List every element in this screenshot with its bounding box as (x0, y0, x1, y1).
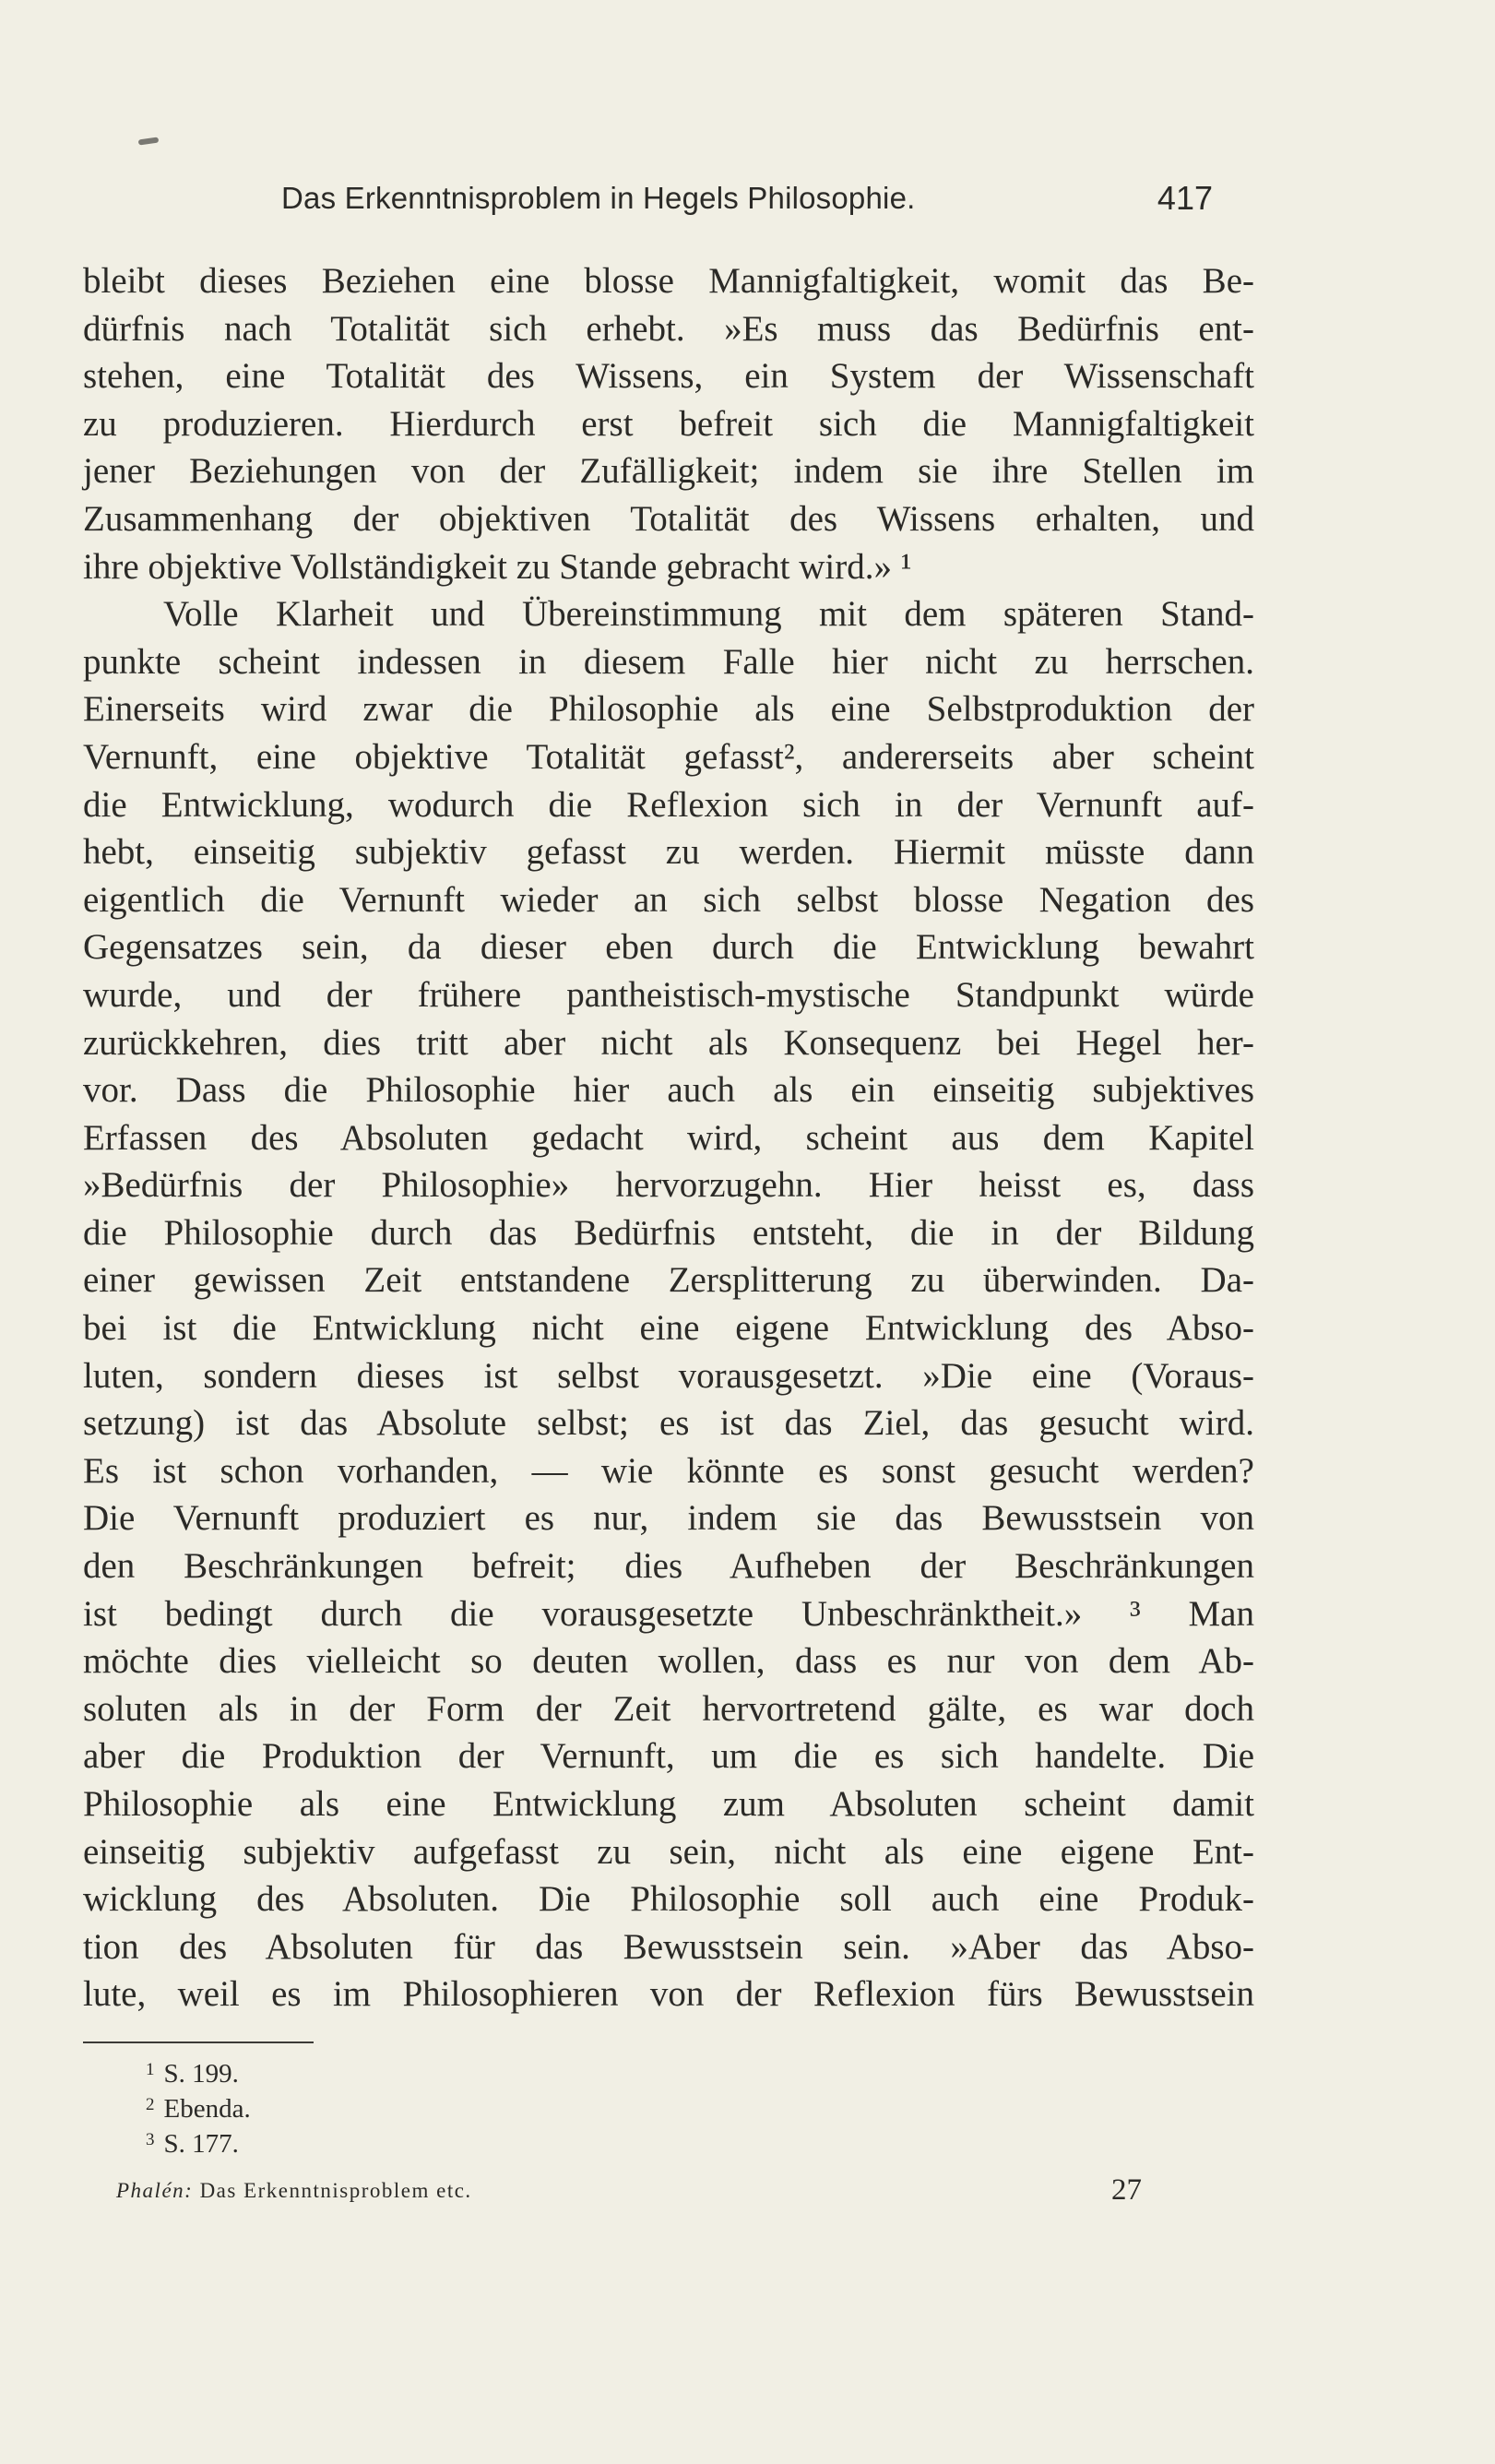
body-text (83, 257, 1254, 2018)
text-line: bleibt dieses Beziehen eine blosse Mannigfaltigkeit, womit das Be- (83, 261, 1254, 301)
text-line: Philosophie als eine Entwicklung zum Absoluten scheint damit (83, 1784, 1254, 1824)
text-line: setzung) ist das Absolute selbst; es ist das Ziel, das gesucht wird. (83, 1403, 1254, 1444)
page-number: 417 (1157, 179, 1213, 217)
footnote (146, 2123, 699, 2158)
running-head (281, 175, 1213, 221)
running-head-title: Das Erkenntnisproblem in Hegels Philosophie. (281, 181, 916, 215)
text-line: einseitig subjektiv aufgefasst zu sein, nicht als eine eigene Ent- (83, 1831, 1254, 1872)
footnote-mark: 2 (146, 2095, 155, 2114)
footnote-mark: 1 (146, 2060, 155, 2079)
text-line: wicklung des Absoluten. Die Philosophie soll auch eine Produk- (83, 1879, 1254, 1920)
text-line: die Philosophie durch das Bedürfnis entsteht, die in der Bildung (83, 1212, 1254, 1253)
text-line: dürfnis nach Totalität sich erhebt. »Es muss das Bedürfnis ent- (83, 308, 1254, 349)
footnote (146, 2088, 699, 2123)
text-line: einer gewissen Zeit entstandene Zersplitterung zu überwinden. Da- (83, 1260, 1254, 1301)
text-line: den Beschränkungen befreit; dies Aufheben der Beschränkungen (83, 1546, 1254, 1587)
text-line: Zusammenhang der objektiven Totalität des Wissens erhalten, und (83, 498, 1254, 539)
text-line: ist bedingt durch die vorausgesetzte Unbeschränktheit.» ³ Man (83, 1593, 1254, 1634)
text-line: zurückkehren, dies tritt aber nicht als Konsequenz bei Hegel her- (83, 1022, 1254, 1063)
footnotes (146, 2053, 699, 2158)
text-line: »Bedürfnis der Philosophie» hervorzugehn. Hier heisst es, dass (83, 1165, 1254, 1206)
text-line: punkte scheint indessen in diesem Falle hier nicht zu herrschen. (83, 641, 1254, 682)
text-line: bei ist die Entwicklung nicht eine eigene Entwicklung des Abso- (83, 1308, 1254, 1349)
text-line: aber die Produktion der Vernunft, um die es sich handelte. Die (83, 1736, 1254, 1777)
ink-mark (138, 137, 160, 145)
sheet-number: 27 (1111, 2173, 1142, 2207)
footnote-rule (83, 2041, 314, 2043)
text-line: Die Vernunft produziert es nur, indem sie das Bewusstsein von (83, 1498, 1254, 1539)
signature-author: Phalén: (116, 2179, 194, 2202)
text-line: Vernunft, eine objektive Totalität gefasst², andererseits aber scheint (83, 736, 1254, 777)
text-line: Erfassen des Absoluten gedacht wird, scheint aus dem Kapitel (83, 1117, 1254, 1158)
footnote-mark: 3 (146, 2130, 155, 2149)
footnote-text: Ebenda. (163, 2094, 251, 2124)
text-line: Einerseits wird zwar die Philosophie als eine Selbstproduktion der (83, 689, 1254, 730)
text-line: vor. Dass die Philosophie hier auch als ein einseitig subjektives (83, 1070, 1254, 1111)
text-line: ihre objektive Vollständigkeit zu Stande gebracht wird.» ¹ (83, 546, 912, 587)
text-line: stehen, eine Totalität des Wissens, ein System der Wissenschaft (83, 356, 1254, 397)
text-line: Volle Klarheit und Übereinstimmung mit dem späteren Stand- (163, 594, 1254, 635)
text-line: Es ist schon vorhanden, — wie könnte es sonst gesucht werden? (83, 1450, 1254, 1491)
signature-title: Das Erkenntnisproblem etc. (199, 2179, 472, 2202)
text-line: jener Beziehungen von der Zufälligkeit; indem sie ihre Stellen im (83, 451, 1254, 492)
text-line: Gegensatzes sein, da dieser eben durch die Entwicklung bewahrt (83, 927, 1254, 968)
text-line: tion des Absoluten für das Bewusstsein sein. »Aber das Abso- (83, 1926, 1254, 1967)
text-line: möchte dies vielleicht so deuten wollen, dass es nur von dem Ab- (83, 1641, 1254, 1682)
footnote-text: S. 177. (163, 2129, 239, 2159)
signature-line (116, 2179, 472, 2203)
text-line: eigentlich die Vernunft wieder an sich selbst blosse Negation des (83, 879, 1254, 920)
footnote-text: S. 199. (163, 2059, 239, 2089)
text-line: soluten als in der Form der Zeit hervortretend gälte, es war doch (83, 1688, 1254, 1729)
text-line: zu produzieren. Hierdurch erst befreit sich die Mannigfaltigkeit (83, 403, 1254, 444)
text-line: wurde, und der frühere pantheistisch-mystische Standpunkt würde (83, 974, 1254, 1015)
text-line: luten, sondern dieses ist selbst vorausgesetzt. »Die eine (Voraus- (83, 1355, 1254, 1396)
text-line: lute, weil es im Philosophieren von der Reflexion fürs Bewusstsein (83, 1974, 1254, 2015)
text-line: die Entwicklung, wodurch die Reflexion sich in der Vernunft auf- (83, 784, 1254, 825)
footnote (146, 2053, 699, 2088)
text-line: hebt, einseitig subjektiv gefasst zu werden. Hiermit müsste dann (83, 832, 1254, 873)
